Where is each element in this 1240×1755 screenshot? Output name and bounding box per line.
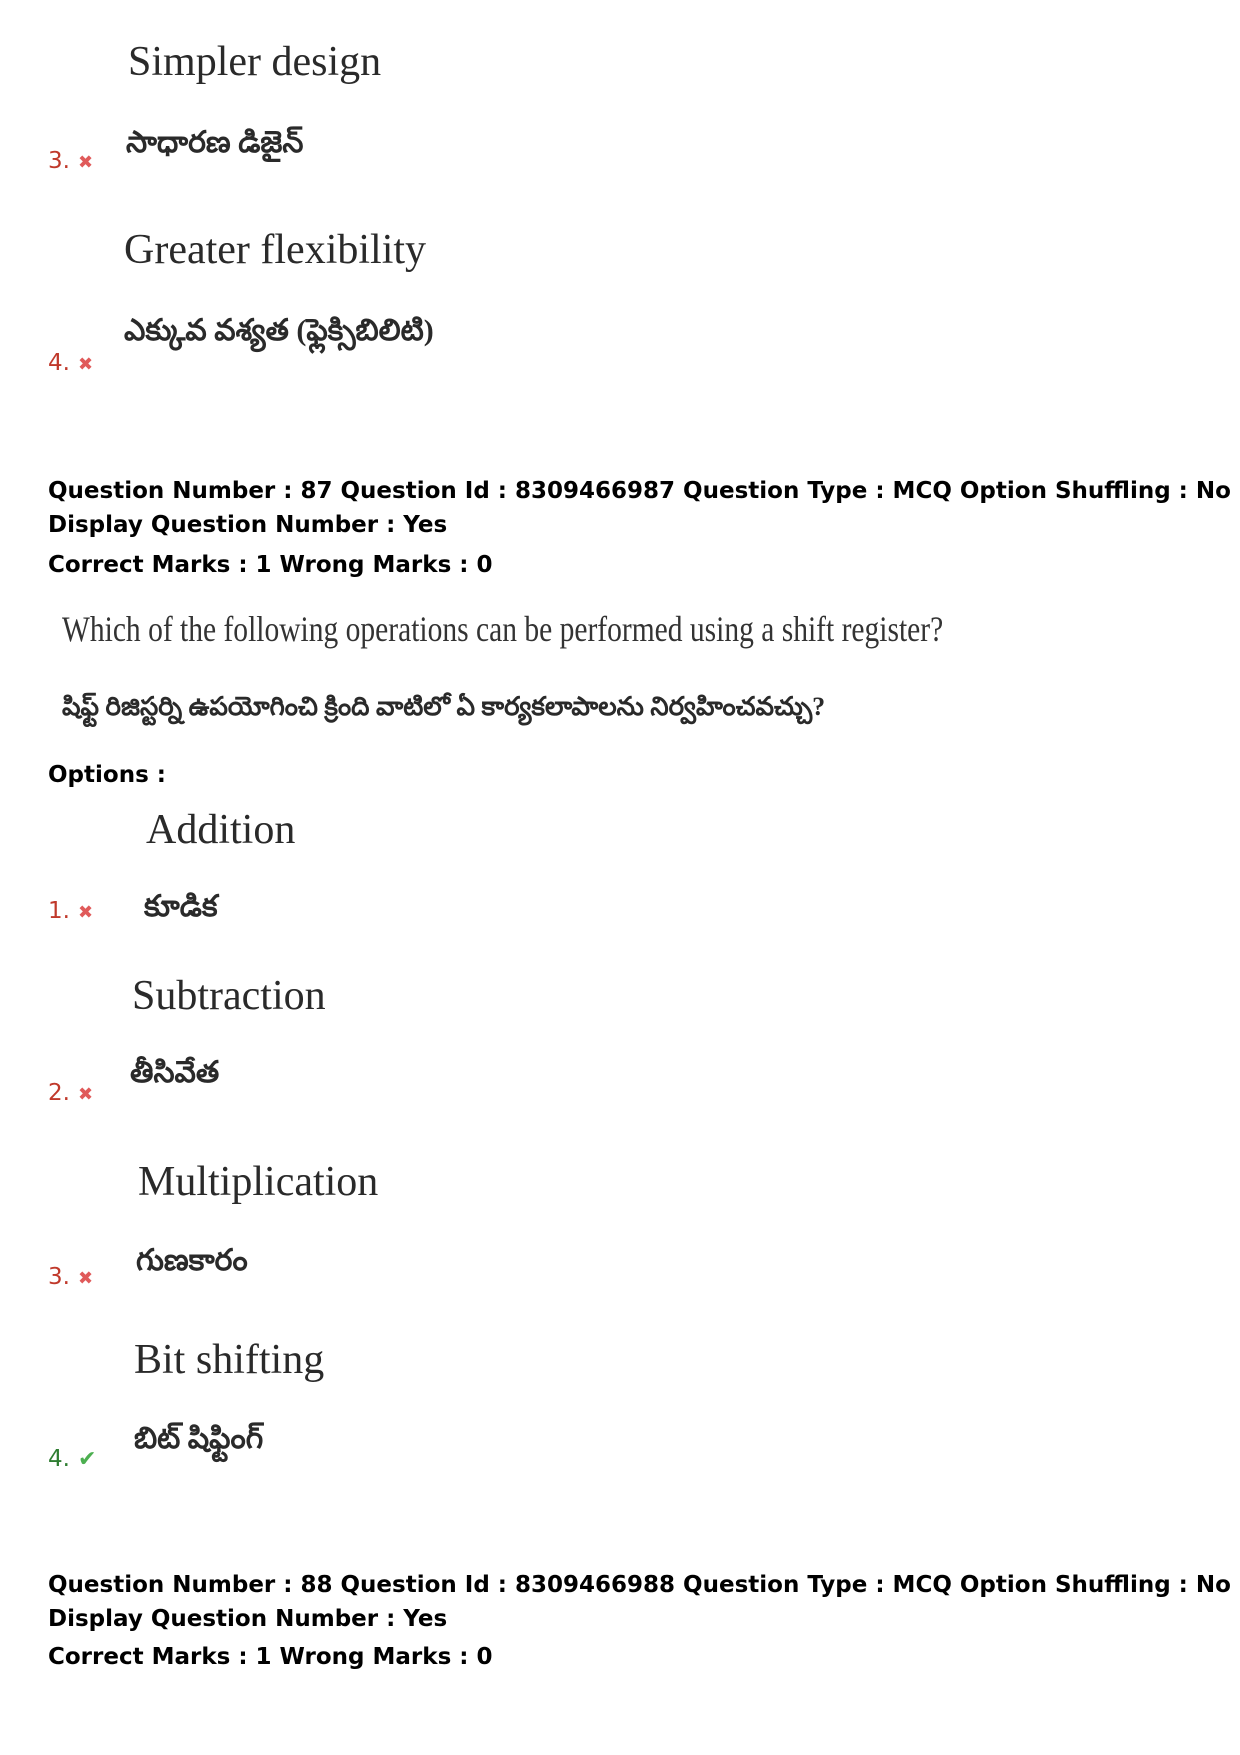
option-number: 4. [48, 350, 70, 376]
q87-option-1-marker [48, 898, 93, 924]
wrong-icon: ✖ [77, 1268, 94, 1289]
q87-option-1-english: Addition [146, 807, 296, 853]
option-number: 1. [48, 898, 70, 924]
correct-check-icon: ✔ [77, 1447, 97, 1472]
q87-option-2-marker [48, 1080, 93, 1106]
question-88-meta [48, 1568, 1231, 1636]
q87-option-3-telugu: గుణకారం [136, 1244, 248, 1277]
option-3-english: Simpler design [128, 39, 382, 85]
wrong-icon: ✖ [77, 1084, 94, 1105]
question-87-text-telugu: షిఫ్ట్ రిజిస్టర్ని ఉపయోగించి క్రింది వాటిలో ఏ కార్యకలాపాలను నిర్వహించవచ్చు? [62, 692, 826, 721]
question-meta-line2: Display Question Number : Yes [48, 512, 448, 538]
option-number: 2. [48, 1080, 70, 1106]
option-3-marker [48, 148, 93, 174]
q87-option-4-english: Bit shifting [134, 1337, 325, 1383]
question-87-marks: Correct Marks : 1 Wrong Marks : 0 [48, 552, 493, 578]
question-87-text-english: Which of the following operations can be performed using a shift register? [62, 609, 944, 649]
option-4-marker [48, 350, 93, 376]
q87-option-4-telugu: బిట్ షిఫ్టింగ్ [134, 1422, 264, 1455]
question-87-meta [48, 474, 1231, 542]
q87-option-2-english: Subtraction [132, 973, 326, 1019]
question-meta-line1: Question Number : 88 Question Id : 8309466988 Question Type : MCQ Option Shuffling : No [48, 1572, 1231, 1598]
options-label: Options : [48, 762, 166, 788]
question-meta-line1: Question Number : 87 Question Id : 8309466987 Question Type : MCQ Option Shuffling : No [48, 478, 1231, 504]
option-number: 4. [48, 1446, 70, 1472]
q87-option-3-marker [48, 1264, 93, 1290]
option-3-telugu: సాధారణ డిజైన్ [126, 126, 304, 159]
option-number: 3. [48, 148, 70, 174]
question-88-marks: Correct Marks : 1 Wrong Marks : 0 [48, 1644, 493, 1670]
wrong-icon: ✖ [77, 354, 94, 375]
wrong-icon: ✖ [77, 152, 94, 173]
wrong-icon: ✖ [77, 902, 94, 923]
q87-option-1-telugu: కూడిక [144, 890, 218, 923]
q87-option-2-telugu: తీసివేత [130, 1056, 220, 1089]
q87-option-3-english: Multiplication [138, 1159, 379, 1205]
option-4-telugu: ఎక్కువ వశ్యత (ఫ్లెక్సిబిలిటి) [124, 314, 434, 347]
option-4-english: Greater flexibility [124, 227, 427, 273]
option-number: 3. [48, 1264, 70, 1290]
q87-option-4-marker [48, 1446, 96, 1472]
question-meta-line2: Display Question Number : Yes [48, 1606, 448, 1632]
